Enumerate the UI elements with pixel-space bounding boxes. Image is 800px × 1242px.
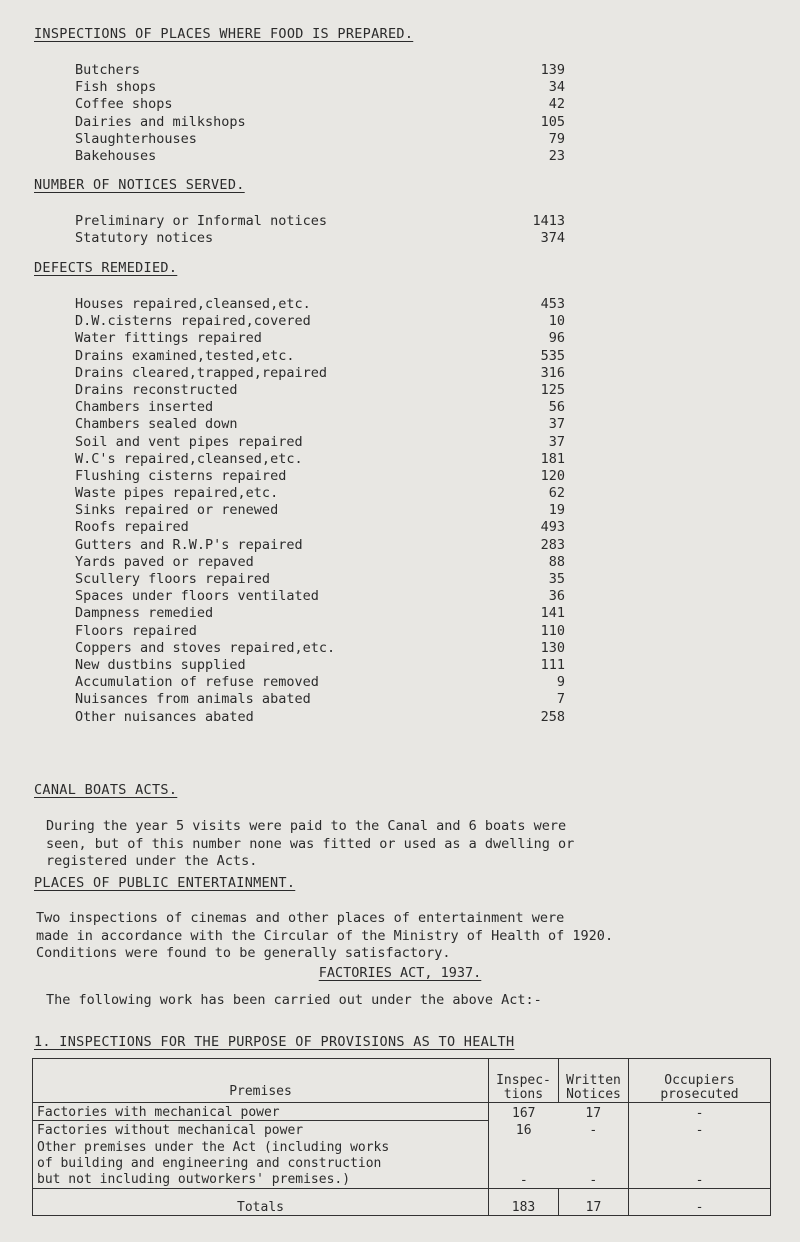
item-value: 1413 xyxy=(532,213,565,229)
item-value: 79 xyxy=(548,130,565,147)
header-occupiers-prosecuted: Occupiers prosecuted xyxy=(629,1059,771,1103)
item-label: Spaces under floors ventilated xyxy=(75,588,319,605)
list-item xyxy=(75,623,565,640)
item-label: Houses repaired,cleansed,etc. xyxy=(75,296,311,312)
item-label: Nuisances from animals abated xyxy=(75,691,311,708)
list-item xyxy=(75,296,565,313)
list-item xyxy=(75,709,565,726)
item-value: 37 xyxy=(548,416,565,433)
item-label: Preliminary or Informal notices xyxy=(75,213,327,229)
list-item xyxy=(75,131,565,148)
list-item xyxy=(75,96,565,113)
entertainment-paragraph xyxy=(34,910,774,963)
item-label: Floors repaired xyxy=(75,622,197,639)
item-value: 19 xyxy=(548,502,565,519)
item-label: Chambers sealed down xyxy=(75,416,238,433)
list-item xyxy=(75,640,565,657)
item-value: 125 xyxy=(540,381,565,398)
health-provisions-subtitle: 1. INSPECTIONS FOR THE PURPOSE OF PROVISIONS AS TO HEALTH xyxy=(34,1034,515,1050)
item-value: 130 xyxy=(540,639,565,656)
entertainment-text: Two inspections of cinemas and other places of entertainment were made in accordance with the Circular of the Ministry of Health of 1920. Conditions were found to be generally satisfactory. xyxy=(36,910,614,961)
item-label: D.W.cisterns repaired,covered xyxy=(75,313,311,330)
list-item xyxy=(75,213,565,230)
item-label: Yards paved or repaved xyxy=(75,553,254,570)
item-value: 62 xyxy=(548,485,565,502)
list-item xyxy=(75,519,565,536)
list-item xyxy=(75,468,565,485)
item-label: Soil and vent pipes repaired xyxy=(75,433,303,450)
prosecuted-cell: - xyxy=(629,1103,771,1121)
list-item xyxy=(75,451,565,468)
item-value: 36 xyxy=(548,588,565,605)
item-label: Waste pipes repaired,etc. xyxy=(75,485,279,502)
item-value: 141 xyxy=(540,605,565,622)
item-label: Roofs repaired xyxy=(75,519,189,536)
item-value: 105 xyxy=(540,113,565,130)
item-label: Coppers and stoves repaired,etc. xyxy=(75,639,336,656)
factories-act-title: FACTORIES ACT, 1937. xyxy=(318,965,482,981)
item-label: Dairies and milkshops xyxy=(75,113,246,130)
inspections-cell: 167 xyxy=(512,1105,536,1121)
list-item xyxy=(75,330,565,347)
item-value: 139 xyxy=(540,62,565,78)
table-header-row xyxy=(33,1059,771,1103)
list-item xyxy=(75,605,565,622)
item-value: 535 xyxy=(540,347,565,364)
item-value: 34 xyxy=(548,79,565,96)
list-item xyxy=(75,657,565,674)
table-row xyxy=(33,1103,771,1121)
list-item xyxy=(75,502,565,519)
item-label: Statutory notices xyxy=(75,230,214,247)
list-item xyxy=(75,434,565,451)
item-value: 88 xyxy=(548,553,565,570)
item-label: Water fittings repaired xyxy=(75,330,262,347)
notices-cell: - xyxy=(559,1138,629,1189)
inspections-cell: 16 xyxy=(515,1123,532,1138)
item-label: Gutters and R.W.P's repaired xyxy=(75,536,303,553)
item-value: 110 xyxy=(540,622,565,639)
item-value: 96 xyxy=(548,330,565,347)
item-label: Scullery floors repaired xyxy=(75,571,271,587)
totals-label: Totals xyxy=(33,1189,489,1216)
premises-cell: Other premises under the Act (including works of building and engineering and construction but not including outworkers' premises.) xyxy=(33,1138,489,1189)
notices-cell: - xyxy=(589,1123,598,1138)
defects-list xyxy=(75,296,565,726)
list-item xyxy=(75,114,565,131)
item-value: 7 xyxy=(556,691,565,708)
item-value: 111 xyxy=(540,656,565,673)
factories-inspection-table xyxy=(32,1058,771,1216)
prosecuted-cell: - xyxy=(629,1138,771,1189)
list-item xyxy=(75,313,565,330)
totals-prosecuted: - xyxy=(629,1189,771,1216)
list-item xyxy=(75,691,565,708)
item-label: Drains cleared,trapped,repaired xyxy=(75,364,327,381)
list-item xyxy=(75,485,565,502)
canal-boats-heading: CANAL BOATS ACTS. xyxy=(34,782,178,798)
list-item xyxy=(75,399,565,416)
item-label: Coffee shops xyxy=(75,96,173,113)
totals-inspections: 183 xyxy=(489,1189,559,1216)
item-label: Sinks repaired or renewed xyxy=(75,502,279,519)
table-row xyxy=(33,1138,771,1189)
item-value: 316 xyxy=(540,364,565,381)
item-value: 493 xyxy=(540,519,565,536)
item-label: Slaughterhouses xyxy=(75,130,197,147)
list-item xyxy=(75,588,565,605)
list-item xyxy=(75,365,565,382)
list-item xyxy=(75,62,565,79)
notices-list xyxy=(75,213,565,247)
list-item xyxy=(75,79,565,96)
item-label: Butchers xyxy=(75,62,141,78)
item-value: 56 xyxy=(548,399,565,416)
item-label: New dustbins supplied xyxy=(75,656,246,673)
header-inspections: Inspec- tions xyxy=(489,1059,559,1103)
notices-cell: 17 xyxy=(585,1105,602,1121)
list-item xyxy=(75,571,565,588)
header-premises: Premises xyxy=(33,1059,489,1103)
item-label: Dampness remedied xyxy=(75,605,214,622)
item-label: Other nuisances abated xyxy=(75,708,254,725)
item-value: 37 xyxy=(548,433,565,450)
item-label: Flushing cisterns repaired xyxy=(75,467,287,484)
totals-notices: 17 xyxy=(559,1189,629,1216)
list-item xyxy=(75,554,565,571)
table-row xyxy=(33,1121,771,1139)
item-value: 35 xyxy=(548,571,565,587)
list-item xyxy=(75,230,565,247)
premises-cell: Factories with mechanical power xyxy=(33,1103,489,1121)
header-written-notices: Written Notices xyxy=(559,1059,629,1103)
item-label: Bakehouses xyxy=(75,147,157,164)
list-item xyxy=(75,537,565,554)
item-label: Chambers inserted xyxy=(75,399,214,416)
premises-cell: Factories without mechanical power xyxy=(33,1121,489,1139)
item-value: 181 xyxy=(540,450,565,467)
item-label: W.C's repaired,cleansed,etc. xyxy=(75,450,303,467)
canal-boats-paragraph xyxy=(34,818,774,871)
item-value: 120 xyxy=(540,467,565,484)
notices-heading: NUMBER OF NOTICES SERVED. xyxy=(34,177,245,193)
item-label: Drains examined,tested,etc. xyxy=(75,347,295,364)
factories-intro: The following work has been carried out under the above Act:- xyxy=(46,992,542,1008)
list-item xyxy=(75,148,565,165)
list-item xyxy=(75,348,565,365)
list-item xyxy=(75,674,565,691)
item-value: 258 xyxy=(540,708,565,725)
inspections-cell: - xyxy=(489,1138,559,1189)
item-value: 42 xyxy=(548,96,565,113)
item-label: Accumulation of refuse removed xyxy=(75,674,319,691)
item-value: 453 xyxy=(540,296,565,312)
defects-heading: DEFECTS REMEDIED. xyxy=(34,260,178,276)
item-value: 374 xyxy=(540,230,565,247)
item-label: Drains reconstructed xyxy=(75,381,238,398)
food-premises-heading: INSPECTIONS OF PLACES WHERE FOOD IS PREPARED. xyxy=(34,26,414,42)
item-value: 10 xyxy=(548,313,565,330)
item-label: Fish shops xyxy=(75,79,157,96)
food-premises-list xyxy=(75,62,565,165)
prosecuted-cell: - xyxy=(629,1121,771,1139)
list-item xyxy=(75,382,565,399)
entertainment-heading: PLACES OF PUBLIC ENTERTAINMENT. xyxy=(34,875,296,891)
totals-row xyxy=(33,1189,771,1216)
list-item xyxy=(75,416,565,433)
item-value: 9 xyxy=(556,674,565,691)
item-value: 283 xyxy=(540,536,565,553)
item-value: 23 xyxy=(548,147,565,164)
canal-boats-text: During the year 5 visits were paid to the Canal and 6 boats were seen, but of this number none was fitted or used as a dwelling or registered under the Acts. xyxy=(46,818,575,869)
